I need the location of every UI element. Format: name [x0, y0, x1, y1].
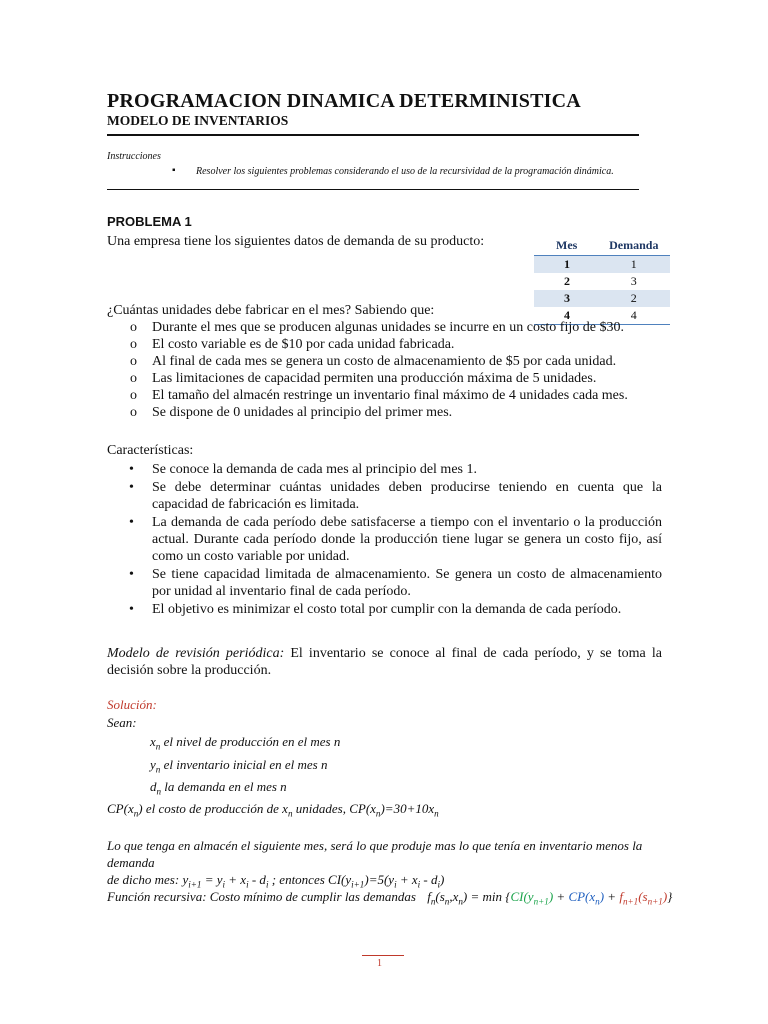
problem-heading: PROBLEMA 1: [107, 214, 192, 229]
list-item-text: Durante el mes que se producen algunas unidades se incurre en un costo fijo de $30.: [152, 320, 624, 335]
list-marker: o: [130, 320, 137, 335]
instructions-bullet: ▪: [172, 165, 176, 176]
header-mes: Mes: [534, 236, 598, 256]
cell-mes: 4: [534, 307, 598, 325]
list-item-text: El tamaño del almacén restringe un inventario final máximo de 4 unidades cada mes.: [152, 388, 628, 403]
cell-demanda: 3: [630, 274, 637, 288]
list-marker: o: [130, 371, 137, 386]
title-divider: [107, 134, 639, 136]
cell-demanda: 2: [598, 290, 670, 307]
list-item-text: El objetivo es minimizar el costo total por cumplir con la demanda de cada período.: [152, 602, 622, 617]
solution-label: Solución:: [107, 697, 157, 712]
list-marker: o: [130, 354, 137, 369]
recursive-formula: $f_n(s_n,x_n) = \min \{CI(y_{n+1}) + CP(x_n) + f_{n+1}(s_{n+1})\}$: [427, 889, 673, 907]
table-row: [534, 256, 670, 274]
bullet-icon: •: [129, 480, 134, 495]
list-item-text: Se dispone de 0 unidades al principio del primer mes.: [152, 405, 453, 420]
list-item: [107, 601, 662, 618]
header-demanda: Demanda: [598, 236, 670, 256]
problem-question: ¿Cuántas unidades debe fabricar en el mes? Sabiendo que:: [107, 303, 435, 318]
instructions-divider: [107, 189, 639, 190]
demand-table-header: [534, 236, 670, 256]
instructions-text: Resolver los siguientes problemas considerando el uso de la recursividad de la programación dinámica.: [196, 166, 614, 177]
list-item-text: Se tiene capacidad limitada de almacenamiento. Se genera un costo de almacenamiento por unidad al inventario final de cada período.: [152, 567, 662, 599]
model-label: Modelo de revisión periódica:: [107, 646, 285, 661]
list-item-text: Se debe determinar cuántas unidades deben producirse teniendo en cuenta que la capacidad de fabricación es limitada.: [152, 480, 662, 512]
document-subtitle: MODELO DE INVENTARIOS: [107, 113, 289, 128]
problem-intro: Una empresa tiene los siguientes datos de demanda de su producto:: [107, 234, 485, 249]
cell-mes: 2: [564, 274, 570, 288]
storage-paragraph: [107, 837, 667, 894]
list-item-text: La demanda de cada período debe satisfacerse a tiempo con el inventario o la producción actual. Durante cada período donde la producción tiene lugar se genera un costo fijo, así como un costo variable por unidad.: [152, 515, 662, 564]
list-item-text: El costo variable es de $10 por cada unidad fabricada.: [152, 337, 455, 352]
recursive-function-line: [107, 889, 672, 907]
list-item: [107, 479, 662, 513]
list-item-text: Al final de cada mes se genera un costo de almacenamiento de $5 por cada unidad.: [152, 354, 617, 369]
list-item: [107, 461, 662, 478]
bullet-icon: •: [129, 462, 134, 477]
page-number: 1: [377, 958, 382, 969]
cell-demanda: 4: [598, 307, 670, 325]
cell-mes: 1: [534, 256, 598, 274]
list-item: [130, 370, 628, 387]
table-row: [534, 273, 670, 290]
list-item: [130, 353, 628, 370]
list-marker: o: [130, 337, 137, 352]
cost-production-line: $CP(x_n)$ el costo de producción de $x_n$ unidades, $CP(x_n)=30+10x_n$: [107, 801, 439, 819]
recursive-label: Función recursiva: Costo mínimo de cumplir las demandas: [107, 889, 416, 904]
characteristics-label: Características:: [107, 443, 194, 458]
sean-label: Sean:: [107, 715, 137, 730]
characteristics-list: [107, 461, 662, 619]
model-paragraph: [107, 645, 662, 679]
storage-line-1: Lo que tenga en almacén el siguiente mes, será lo que produje mas lo que tenía en inventario menos la demanda: [107, 838, 643, 870]
bullet-icon: •: [129, 515, 134, 530]
table-row: [534, 290, 670, 307]
list-marker: o: [130, 388, 137, 403]
list-item: [107, 514, 662, 565]
list-item-text: Se conoce la demanda de cada mes al principio del mes 1.: [152, 462, 477, 477]
list-item: [130, 336, 628, 353]
list-item: [130, 387, 628, 404]
bullet-icon: •: [129, 567, 134, 582]
footer-divider: [362, 955, 404, 956]
list-item: [130, 319, 628, 336]
conditions-list: [130, 319, 628, 421]
storage-line-2: de dicho mes: $y_{i+1} = y_i + x_i - d_i$ ; entonces $CI(y_{i+1})=5(y_i + x_i - d_i)$: [107, 872, 445, 890]
instructions-label: Instrucciones: [107, 151, 161, 162]
document-title: PROGRAMACION DINAMICA DETERMINISTICA: [107, 90, 581, 112]
model-text: El inventario se conoce al final de cada período, y se toma la decisión sobre la producción.: [107, 646, 662, 678]
definitions: [150, 733, 340, 801]
bullet-icon: •: [129, 602, 134, 617]
list-item: [130, 404, 628, 421]
list-item-text: Las limitaciones de capacidad permiten una producción máxima de 5 unidades.: [152, 371, 597, 386]
list-item: [107, 566, 662, 600]
cell-mes: 3: [534, 290, 598, 307]
definition-item: $x_n$ el nivel de producción en el mes n: [150, 734, 341, 752]
cell-demanda: 1: [598, 256, 670, 274]
demand-table: [534, 236, 670, 325]
list-marker: o: [130, 405, 137, 420]
definition-item: $y_n$ el inventario inicial en el mes n: [150, 756, 328, 775]
definition-item: $d_n$ la demanda en el mes n: [150, 779, 287, 797]
